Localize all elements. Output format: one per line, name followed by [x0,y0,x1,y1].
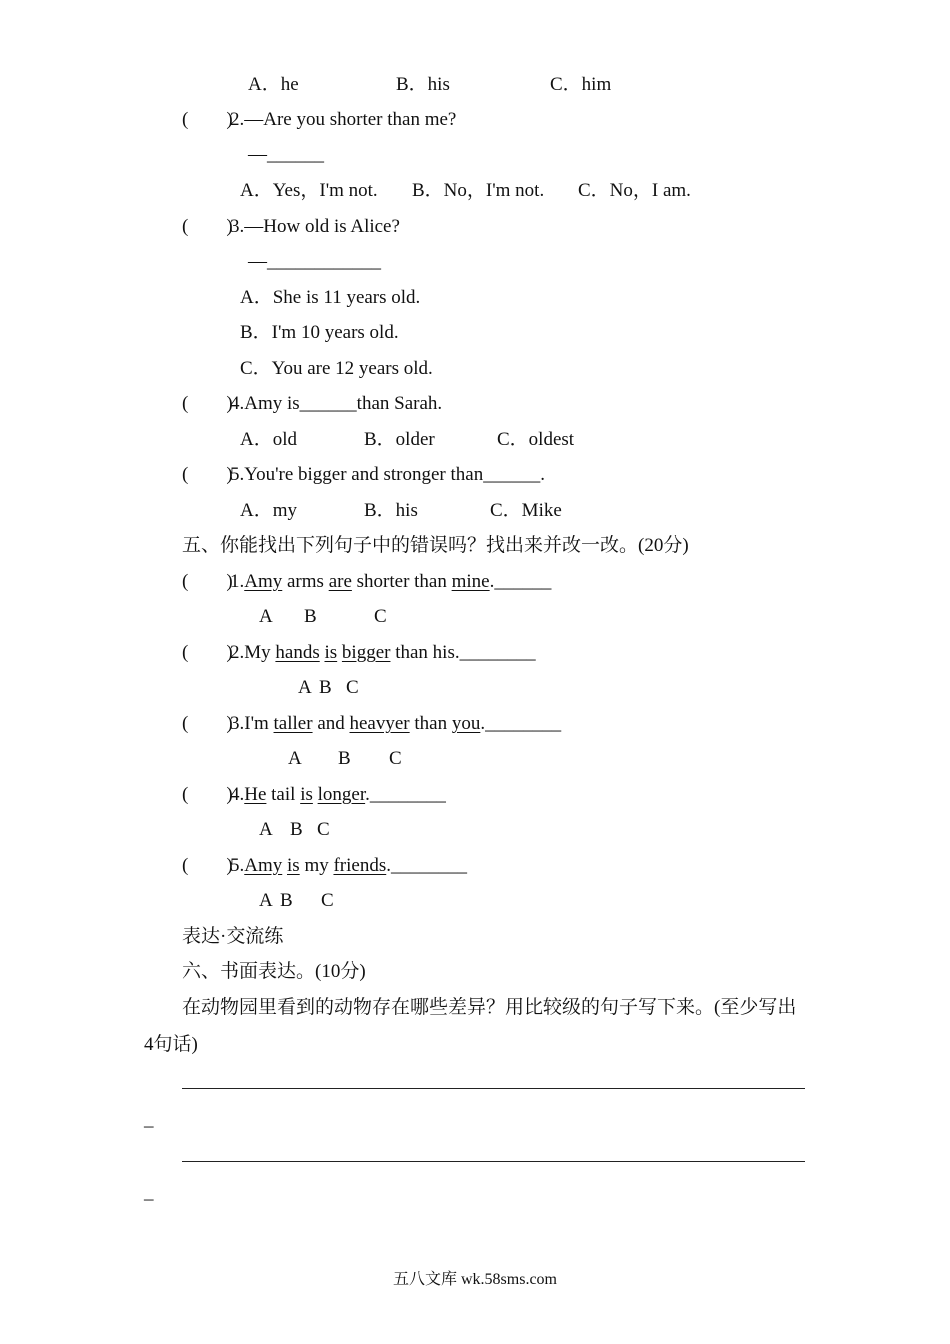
q3-answer-paren: ( ) [182,216,233,237]
s5-q3-underlined-b: heavyer [349,713,410,734]
s5-q4-sentence: 4.He tail is longer.________ [230,784,446,805]
q4-option-c: C．oldest [497,429,575,450]
q3-option-a: A．She is 11 years old. [240,287,421,308]
q4-option-b: B．older [364,429,435,450]
s5-q3-label-c: C [389,748,402,769]
s5-q3-label-a: A [288,748,302,769]
expression-label: 表达·交流练 [182,926,284,947]
s5-q5-label-c: C [321,890,334,911]
section6-heading: 六、书面表达。(10分) [182,961,366,982]
s5-q4-underlined-b: is [300,784,313,805]
q3-answer-line: —____________ [248,251,381,272]
s5-q2-label-b: B [319,677,332,698]
s5-q5-paren: ( ) [182,855,233,876]
s5-q3-underlined-a: taller [273,713,313,734]
section5-heading: 五、你能找出下列句子中的错误吗？找出来并改一改。(20分) [182,535,689,556]
q5-option-c: C．Mike [490,500,562,521]
q5-answer-paren: ( ) [182,464,233,485]
q5-question: 5.You're bigger and stronger than______. [230,464,545,485]
s5-q1-label-a: A [259,606,273,627]
q4-option-a: A．old [240,429,298,450]
q1-option-b: B．his [396,74,450,95]
s5-q5-sentence: 5.Amy is my friends.________ [230,855,467,876]
s5-q3-sentence: 3.I'm taller and heavyer than you.________ [230,713,562,734]
s5-q2-sentence: 2.My hands is bigger than his.________ [230,642,536,663]
s5-q1-sentence: 1.Amy arms are shorter than mine.______ [230,571,552,592]
s5-q4-underlined-a: He [244,784,267,805]
s5-q2-underlined-c: bigger [341,642,391,663]
q1-option-a: A．he [248,74,299,95]
answer-rule-2 [182,1161,805,1162]
s5-q1-underlined-b: are [328,571,352,592]
s5-q2-underlined-a: hands [275,642,320,663]
answer-rule-1-tail: _ [144,1109,154,1130]
q2-option-c: C．No，I am. [578,180,691,201]
q3-option-c: C．You are 12 years old. [240,358,433,379]
q3-question: 3.—How old is Alice? [230,216,400,237]
answer-rule-2-tail: _ [144,1182,154,1203]
s5-q3-paren: ( ) [182,713,233,734]
s5-q4-label-a: A [259,819,273,840]
s5-q1-underlined-c: mine [451,571,490,592]
q1-option-c: C．him [550,74,612,95]
s5-q2-label-c: C [346,677,359,698]
q2-option-b: B．No，I'm not. [412,180,545,201]
s5-q5-underlined-a: Amy [244,855,283,876]
s5-q3-label-b: B [338,748,351,769]
s5-q4-label-b: B [290,819,303,840]
s5-q2-paren: ( ) [182,642,233,663]
writing-prompt-line2: 4句话) [144,1034,198,1055]
answer-rule-1 [182,1088,805,1089]
s5-q5-label-a: A [259,890,273,911]
s5-q4-paren: ( ) [182,784,233,805]
q2-answer-line: —______ [248,144,324,165]
s5-q4-underlined-c: longer [317,784,366,805]
writing-prompt-line1: 在动物园里看到的动物存在哪些差异？用比较级的句子写下来。(至少写出 [182,997,797,1018]
s5-q4-label-c: C [317,819,330,840]
s5-q1-label-b: B [304,606,317,627]
q5-option-a: A．my [240,500,298,521]
q2-answer-paren: ( ) [182,109,233,130]
s5-q5-label-b: B [280,890,293,911]
q2-question: 2.—Are you shorter than me? [230,109,457,130]
s5-q2-underlined-b: is [324,642,338,663]
s5-q5-underlined-b: is [287,855,300,876]
footer-watermark: 五八文库 wk.58sms.com [392,1271,557,1288]
s5-q2-label-a: A [298,677,312,698]
q2-option-a: A．Yes，I'm not. [240,180,378,201]
q4-question: 4.Amy is______than Sarah. [230,393,443,414]
s5-q1-label-c: C [374,606,387,627]
s5-q3-underlined-c: you [451,713,481,734]
s5-q1-underlined-a: Amy [244,571,283,592]
q4-answer-paren: ( ) [182,393,233,414]
q5-option-b: B．his [364,500,418,521]
s5-q5-underlined-c: friends [333,855,387,876]
s5-q1-paren: ( ) [182,571,233,592]
q3-option-b: B．I'm 10 years old. [240,322,399,343]
